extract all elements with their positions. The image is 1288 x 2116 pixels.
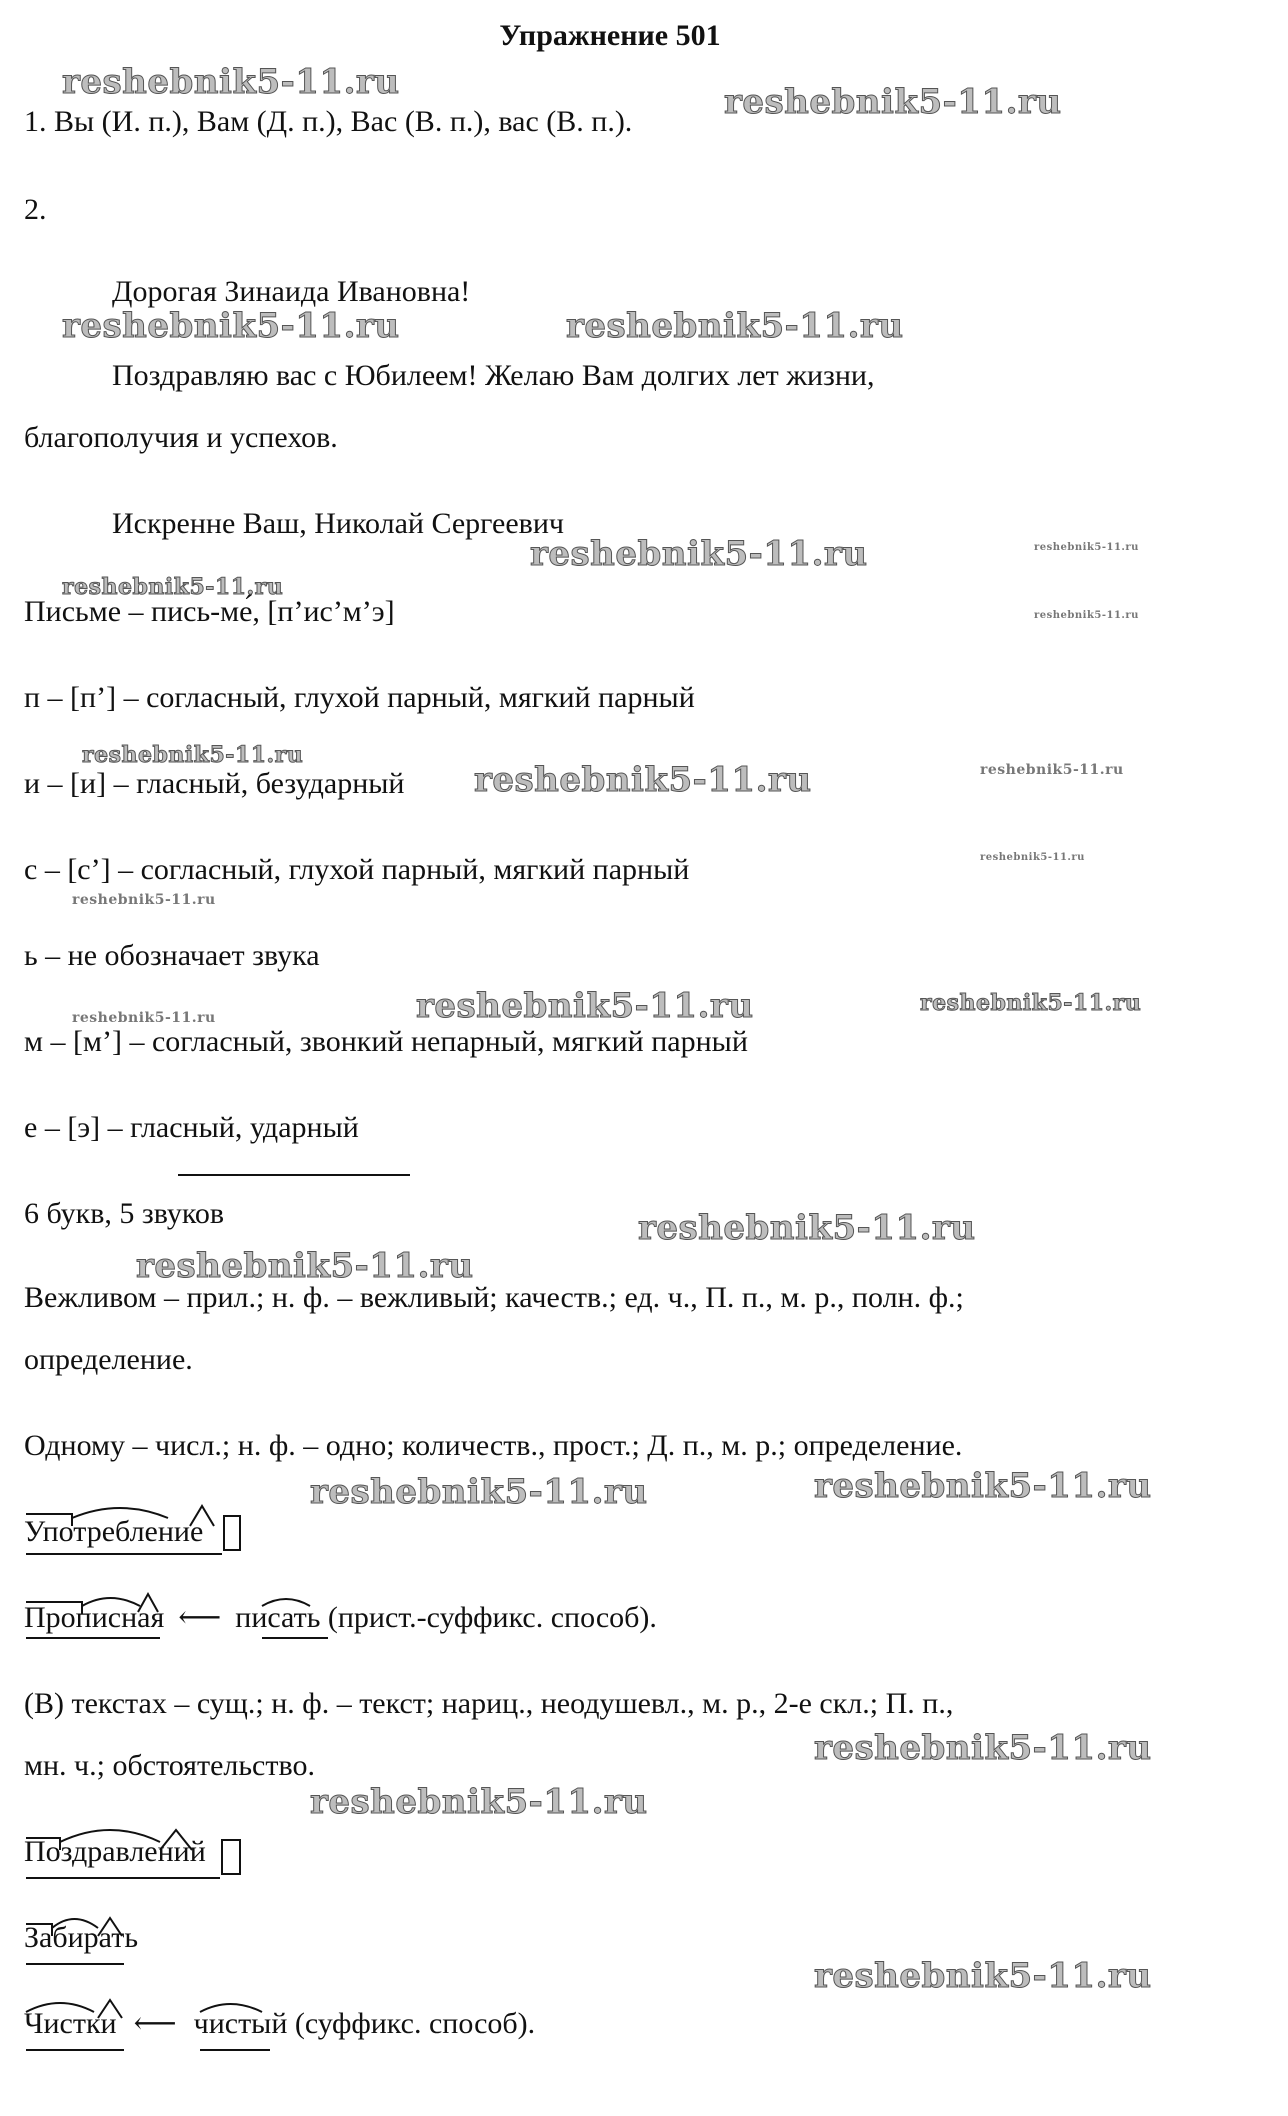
letters-sounds-count: 6 букв, 5 звуков xyxy=(24,1197,225,1230)
word-upotreblenie: Употребление xyxy=(24,1515,204,1548)
word-formation-chistki xyxy=(24,2006,535,2042)
watermark: reshebnik5-11.ru xyxy=(310,1782,648,1822)
watermark: reshebnik5-11.ru xyxy=(72,1010,216,1026)
watermark: reshebnik5-11.ru xyxy=(310,1472,648,1512)
morph-vezhlivom-line-1: Вежливом – прил.; н. ф. – вежливый; качеств.; ед. ч., П. п., м. р., полн. ф.; xyxy=(24,1281,964,1314)
letter-greeting: Дорогая Зинаида Ивановна! xyxy=(112,275,471,308)
answer-1: 1. Вы (И. п.), Вам (Д. п.), Вас (В. п.), вас (В. п.). xyxy=(24,105,633,138)
answer-2-number: 2. xyxy=(24,193,47,226)
morph-tekstah-line-1: (В) текстах – сущ.; н. ф. – текст; нариц., неодушевл., м. р., 2-е скл.; П. п., xyxy=(24,1687,954,1720)
arrow-left-icon: ⟵ xyxy=(133,2007,177,2040)
watermark: reshebnik5-11.ru xyxy=(638,1208,976,1248)
word-pozdravleniy: Поздравлений xyxy=(24,1835,206,1868)
word-formation-propisnaya xyxy=(24,1600,657,1636)
watermark: reshebnik5-11.ru xyxy=(62,62,400,102)
watermark: reshebnik5-11.ru xyxy=(474,760,812,800)
morph-tekstah-line-2: мн. ч.; обстоятельство. xyxy=(24,1749,315,1782)
watermark: reshebnik5-11.ru xyxy=(814,1956,1152,1996)
source-word-chistyy: чистый (суффикс. способ). xyxy=(193,2007,536,2040)
letter-body-line-1: Поздравляю вас с Юбилеем! Желаю Вам долгих лет жизни, xyxy=(112,359,875,392)
watermark: reshebnik5-11.ru xyxy=(1034,542,1139,553)
morph-odnomu: Одному – числ.; н. ф. – одно; количеств., прост.; Д. п., м. р.; определение. xyxy=(24,1429,963,1462)
word-zabirat: Забирать xyxy=(24,1921,138,1954)
watermark: reshebnik5-11.ru xyxy=(980,852,1085,863)
watermark: reshebnik5-11.ru xyxy=(1034,610,1139,621)
watermark: reshebnik5-11.ru xyxy=(814,1728,1152,1768)
watermark: reshebnik5-11.ru xyxy=(724,82,1062,122)
watermark: reshebnik5-11.ru xyxy=(72,892,216,908)
arrow-left-icon: ⟵ xyxy=(178,1601,222,1634)
phonetic-line-s: с – [с’] – согласный, глухой парный, мягкий парный xyxy=(24,853,690,886)
phonetic-line-e: е – [э] – гласный, ударный xyxy=(24,1111,359,1144)
watermark: reshebnik5-11.ru xyxy=(136,1246,474,1286)
phonetic-word: Письме – пись-ме́, [п’ис’м’э] xyxy=(24,595,395,628)
watermark: reshebnik5-11.ru xyxy=(62,306,400,346)
word-chistki: Чистки xyxy=(24,2007,117,2040)
watermark: reshebnik5-11.ru xyxy=(416,986,754,1026)
morph-vezhlivom-line-2: определение. xyxy=(24,1343,193,1376)
watermark: reshebnik5-11.ru xyxy=(530,534,868,574)
phonetic-line-p: п – [п’] – согласный, глухой парный, мягкий парный xyxy=(24,681,695,714)
watermark: reshebnik5-11.ru xyxy=(920,990,1142,1016)
watermark: reshebnik5-11.ru xyxy=(82,742,304,768)
letter-body-line-2: благополучия и успехов. xyxy=(24,421,338,454)
page-title: Упражнение 501 xyxy=(499,19,721,52)
watermark: reshebnik5-11.ru xyxy=(62,574,284,600)
phonetic-line-soft-sign: ь – не обозначает звука xyxy=(24,939,320,972)
watermark: reshebnik5-11.ru xyxy=(566,306,904,346)
divider-line xyxy=(178,1174,410,1176)
letter-signature: Искренне Ваш, Николай Сергеевич xyxy=(112,507,564,540)
phonetic-line-i: и – [и] – гласный, безударный xyxy=(24,767,405,800)
watermark: reshebnik5-11.ru xyxy=(814,1466,1152,1506)
source-word-pisat: писать (прист.-суффикс. способ). xyxy=(235,1601,657,1634)
phonetic-line-m: м – [м’] – согласный, звонкий непарный, мягкий парный xyxy=(24,1025,748,1058)
watermark: reshebnik5-11.ru xyxy=(980,762,1124,778)
word-propisnaya: Прописная xyxy=(24,1601,165,1634)
